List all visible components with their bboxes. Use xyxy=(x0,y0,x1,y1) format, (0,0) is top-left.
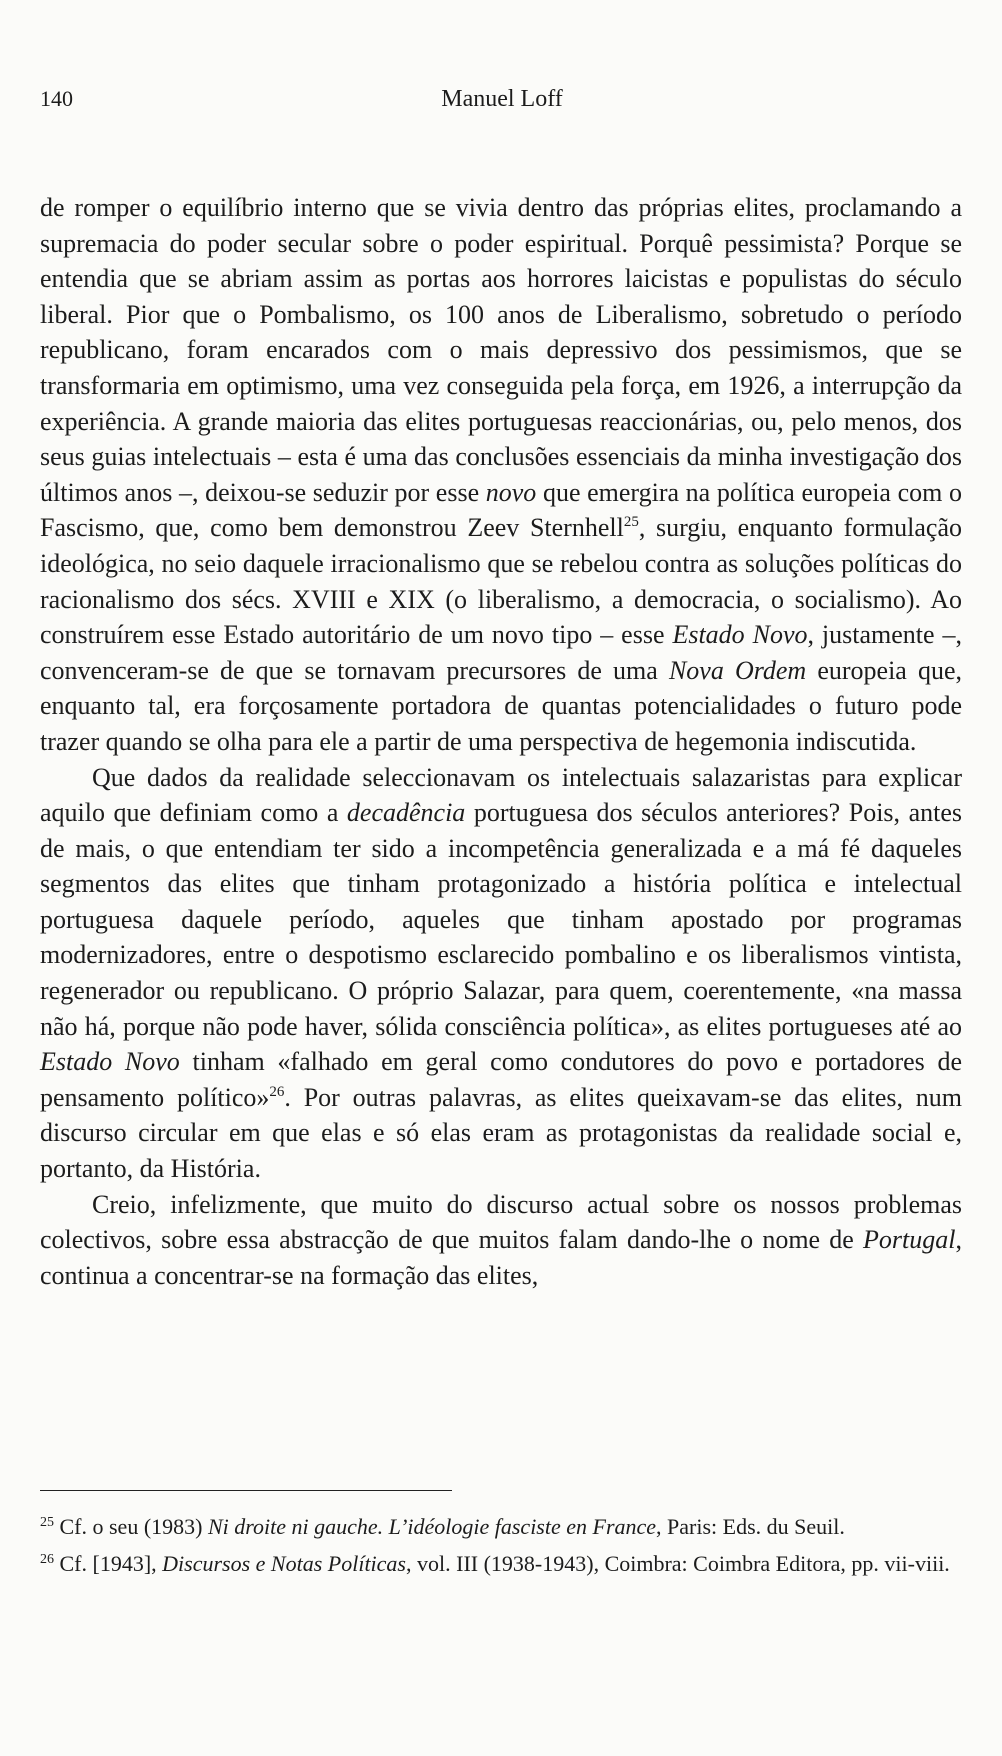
footnotes xyxy=(40,1490,962,1587)
footnote-marker: 26 xyxy=(40,1552,54,1567)
footnote xyxy=(40,1550,962,1577)
text-run: Cf. o seu (1983) xyxy=(54,1514,208,1539)
text-run: , justamente –, convenceram-se de que se tornavam precursores de uma xyxy=(40,620,962,685)
italic-text: Estado Novo xyxy=(40,1047,180,1077)
text-run: , surgiu, enquanto formulação ideológica, no seio daquele irracionalismo que se rebelou contra as soluções políticas do racionalismo dos sécs. XVIII e XIX (o liberalismo, a democracia, o socialismo). Ao construírem esse Estado autoritário de um novo tipo – esse xyxy=(40,513,963,650)
text-run: Que dados da realidade seleccionavam os intelectuais salazaristas para explicar aquilo que definiam como a xyxy=(40,762,962,828)
text-run: portuguesa dos séculos anteriores? Pois, antes de mais, o que entendiam ter sido a incompetência generalizada e a má fé daqueles segmentos das elites que tinham protagonizado a história política e intelectual portuguesa daquele período, aqueles que tinham apostado por programas modernizadores, entre o despotismo esclarecido pombalino e os liberalismos vintista, regenerador ou republicano. O próprio Salazar, para quem, coerentemente, «na massa não há, porque não pode haver, sólida consciência política», as elites portugueses até ao xyxy=(40,798,962,1041)
text-run: , vol. III (1938-1943), Coimbra: Coimbra Editora, pp. vii-viii. xyxy=(406,1551,950,1576)
text-run: de romper o equilíbrio interno que se vivia dentro das próprias elites, proclamando a supremacia do poder secular sobre o poder espiritual. Porquê pessimista? Porque se entendia que se abriam assim as portas aos horrores laicistas e populistas do século liberal. Pior que o Pombalismo, os 100 anos de Liberalismo, sobretudo o período republicano, foram encarados com o mais depressivo dos pessimismos, que se transformaria em optimismo, uma vez conseguida pela força, em 1926, a interrupção da experiência. A grande maioria das elites portuguesas reaccionárias, ou, pelo menos, dos seus guias intelectuais – esta é uma das conclusões essenciais da minha investigação dos últimos anos –, deixou-se seduzir por esse xyxy=(40,193,962,507)
footnote xyxy=(40,1513,962,1540)
italic-text: Ni droite ni gauche. L’idéologie fasciste en France xyxy=(207,1514,657,1539)
footnote-marker: 25 xyxy=(40,1515,54,1530)
text-run: tinham «falhado em geral como condutores do povo e portadores de pensamento político» xyxy=(40,1047,963,1112)
text-run: Cf. [1943], xyxy=(54,1551,163,1576)
text-run: europeia que, enquanto tal, era forçosamente portadora de quantas potencialidades o futuro pode trazer quando se olha para ele a partir de uma perspectiva de hegemonia indiscutida. xyxy=(40,655,962,756)
text-run: , continua a concentrar-se na formação das elites, xyxy=(40,1225,962,1290)
running-head: Manuel Loff xyxy=(441,86,563,112)
paragraph xyxy=(40,1187,962,1294)
text-run: que emergira na política europeia com o Fascismo, que, como bem demonstrou Zeev Sternhell xyxy=(40,477,963,543)
page-number: 140 xyxy=(40,86,73,111)
text-run: Creio, infelizmente, que muito do discurso actual sobre os nossos problemas colectivos, sobre essa abstracção de que muitos falam dando-lhe o nome de xyxy=(40,1189,962,1255)
text-run: , Paris: Eds. du Seuil. xyxy=(656,1514,845,1539)
footnote-marker: 25 xyxy=(623,514,639,531)
text-run: . Por outras palavras, as elites queixavam-se das elites, num discurso circular em que elas e só elas eram as protagonistas da realidade social e, portanto, da História. xyxy=(40,1082,962,1184)
paragraph xyxy=(40,760,962,1187)
footnote-list xyxy=(40,1513,962,1577)
body-text xyxy=(40,190,962,1293)
italic-text: novo xyxy=(485,477,537,507)
footnote-rule xyxy=(40,1490,452,1491)
italic-text: decadência xyxy=(346,798,466,828)
paragraph xyxy=(40,190,962,760)
italic-text: Estado Novo xyxy=(672,620,808,650)
footnote-marker: 26 xyxy=(269,1083,285,1100)
italic-text: Discursos e Notas Políticas xyxy=(162,1551,406,1576)
italic-text: Nova Ordem xyxy=(668,655,807,685)
italic-text: Portugal xyxy=(863,1225,956,1255)
page-header xyxy=(40,86,964,122)
